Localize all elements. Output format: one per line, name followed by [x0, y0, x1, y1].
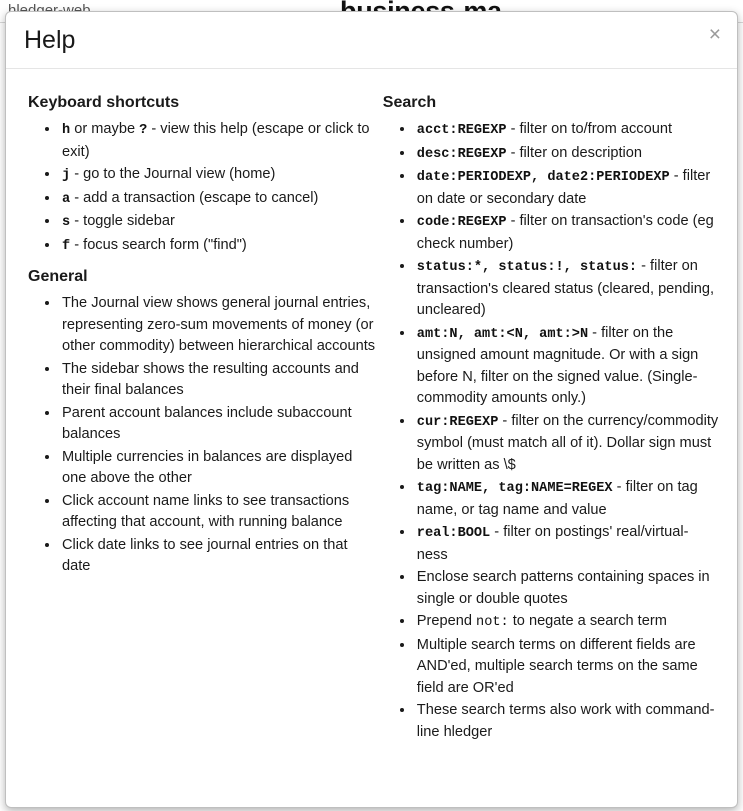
- list-item: [415, 611, 719, 634]
- list-item-text: - filter on tag name, or tag name and value: [416, 479, 698, 518]
- list-item-text: - filter on postings' real/virtual-ness: [416, 524, 689, 563]
- list-item: • Enclose search patterns containing spaces in single or double quotes: [415, 567, 719, 610]
- list-item-text: - filter on the currency/commodity symbol (must match all of it). Dollar sign must be written as \$: [416, 412, 719, 473]
- list-item: • Multiple search terms on different fields are AND'ed, multiple search terms on the same field are OR'ed: [415, 635, 719, 700]
- list-item: • These search terms also work with command-line hledger: [415, 700, 719, 743]
- search-term-code: date:PERIODEXP, date2:PERIODEXP: [416, 170, 670, 185]
- list-item-text: - view this help (escape or click to exit): [62, 121, 370, 160]
- list-item: [415, 323, 719, 410]
- list-item: • Click date links to see journal entries on that date: [60, 535, 379, 578]
- list-item: [415, 211, 719, 255]
- list-item-text: - filter on transaction's code (eg check number): [416, 213, 714, 252]
- help-modal: [5, 11, 738, 808]
- list-item-text: - focus search form ("find"): [70, 236, 247, 253]
- section-heading-general: General: [28, 268, 88, 285]
- list-item: • Parent account balances include subaccount balances: [60, 403, 379, 446]
- page-title: Help: [24, 26, 76, 54]
- list-item: • The Journal view shows general journal entries, representing zero-sum movements of money (or other commodity) between hierarchical accounts: [60, 293, 379, 358]
- list-item: • Multiple currencies in balances are displayed one above the other: [60, 447, 379, 490]
- list-item: [60, 188, 379, 211]
- shortcut-key-alt: ?: [139, 123, 148, 138]
- left-column: [24, 83, 379, 749]
- list-item: [415, 411, 719, 477]
- search-term-code: status:*, status:!, status:: [416, 260, 638, 275]
- search-term-code: amt:N, amt:<N, amt:>N: [416, 326, 589, 342]
- list-item: [60, 164, 379, 187]
- list-item: [415, 119, 719, 142]
- section-heading-keyboard-shortcuts: Keyboard shortcuts: [28, 94, 180, 111]
- list-item-text: - filter on transaction's cleared status (cleared, pending, uncleared): [416, 258, 715, 318]
- list-item: [415, 477, 719, 521]
- list-item-prefix: Prepend: [416, 613, 477, 629]
- shortcut-key: a: [62, 191, 71, 207]
- modal-body: [6, 69, 737, 759]
- section-heading-search: Search: [382, 94, 437, 111]
- search-term-code: acct:REGEXP: [416, 123, 507, 138]
- list-item: [415, 256, 719, 322]
- shortcut-key: s: [62, 215, 71, 230]
- right-column: [379, 83, 719, 749]
- search-term-code: real:BOOL: [416, 526, 491, 541]
- shortcut-key: j: [62, 168, 71, 183]
- search-term-code: tag:NAME, tag:NAME=REGEX: [416, 481, 613, 496]
- keyboard-shortcuts-list: [24, 119, 379, 257]
- list-item-text: - filter on the unsigned amount magnitude. Or with a sign before N, filter on the signed value. (Single-commodity amounts only.): [416, 324, 699, 406]
- search-term-code: code:REGEXP: [416, 215, 507, 230]
- search-term-code: desc:REGEXP: [416, 146, 507, 162]
- shortcut-key: h: [62, 123, 71, 138]
- list-item: • The sidebar shows the resulting accounts and their final balances: [60, 359, 379, 402]
- list-item: • Click account name links to see transactions affecting that account, with running balance: [60, 491, 379, 534]
- search-term-code: not:: [476, 615, 509, 630]
- list-item-text: - filter on date or secondary date: [416, 168, 711, 207]
- list-item: [60, 119, 379, 163]
- list-item-text: to negate a search term: [508, 613, 667, 629]
- general-list: [24, 293, 379, 578]
- list-item-text: - toggle sidebar: [70, 213, 175, 229]
- list-item-text: or maybe: [70, 121, 140, 137]
- close-icon[interactable]: ×: [708, 23, 721, 46]
- list-item: [60, 235, 379, 258]
- search-list: [379, 119, 719, 743]
- list-item: [415, 166, 719, 210]
- list-item-text: - go to the Journal view (home): [70, 166, 276, 182]
- list-item: [415, 522, 719, 566]
- list-item: [415, 143, 719, 166]
- list-item-text: - filter on to/from account: [506, 121, 672, 137]
- list-item-text: - add a transaction (escape to cancel): [70, 189, 319, 206]
- shortcut-key: f: [62, 238, 71, 254]
- list-item: [60, 211, 379, 234]
- list-item-text: - filter on description: [506, 144, 642, 161]
- search-term-code: cur:REGEXP: [416, 414, 499, 430]
- modal-header: [6, 12, 737, 69]
